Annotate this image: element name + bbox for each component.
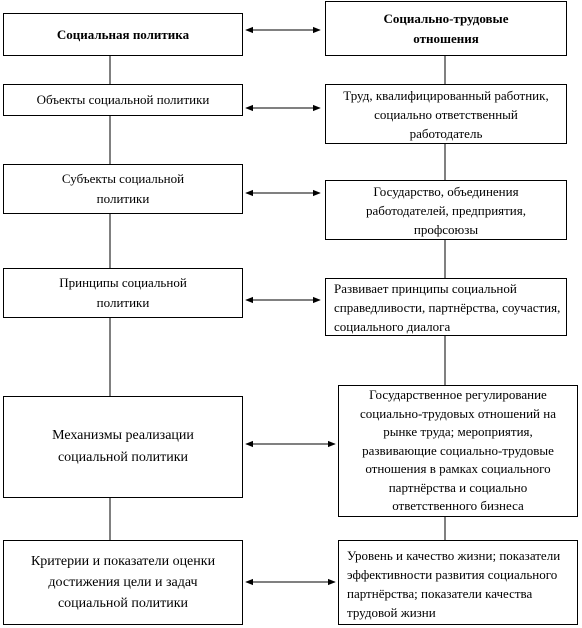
left-objects-box bbox=[3, 84, 243, 116]
right-mechanisms-text: Государственное регулирование социально-трудовых отношений на рынке труда; мероприятия, развивающие социально-трудовые отношения в рамках социального партнёрства и социально ответственного бизнеса bbox=[360, 387, 556, 514]
right-header-text: Социально-трудовые отношения bbox=[383, 10, 509, 46]
left-criteria-box bbox=[3, 540, 243, 625]
right-subjects-text: Государство, объединения работодателей, предприятия, профсоюзы bbox=[366, 183, 526, 237]
right-objects-text: Труд, квалифицированный работник, социально ответственный работодатель bbox=[343, 87, 549, 141]
left-mechanisms-box bbox=[3, 396, 243, 498]
right-principles-text: Развивает принципы социальной справедливости, партнёрства, соучастия, социального диалога bbox=[334, 280, 561, 334]
right-mechanisms-box bbox=[338, 385, 578, 517]
left-subjects-box bbox=[3, 164, 243, 214]
right-subjects-box bbox=[325, 180, 567, 240]
left-objects-text: Объекты социальной политики bbox=[36, 92, 210, 107]
left-subjects-text: Субъекты социальной политики bbox=[61, 171, 185, 206]
right-header-box bbox=[325, 1, 567, 56]
left-mechanisms-text: Механизмы реализации социальной политики bbox=[52, 428, 194, 465]
left-principles-text: Принципы социальной политики bbox=[59, 275, 187, 310]
right-criteria-box bbox=[338, 540, 578, 625]
right-criteria-text: Уровень и качество жизни; показатели эффективности развития социального партнёрства; показатели качества трудовой жизни bbox=[347, 548, 561, 620]
right-principles-box bbox=[325, 278, 567, 336]
left-principles-box bbox=[3, 268, 243, 318]
left-header-text: Социальная политика bbox=[56, 26, 190, 42]
left-header-box bbox=[3, 13, 243, 56]
right-objects-box bbox=[325, 84, 567, 144]
left-criteria-text: Критерии и показатели оценки достижения цели и задач социальной политики bbox=[30, 554, 216, 611]
